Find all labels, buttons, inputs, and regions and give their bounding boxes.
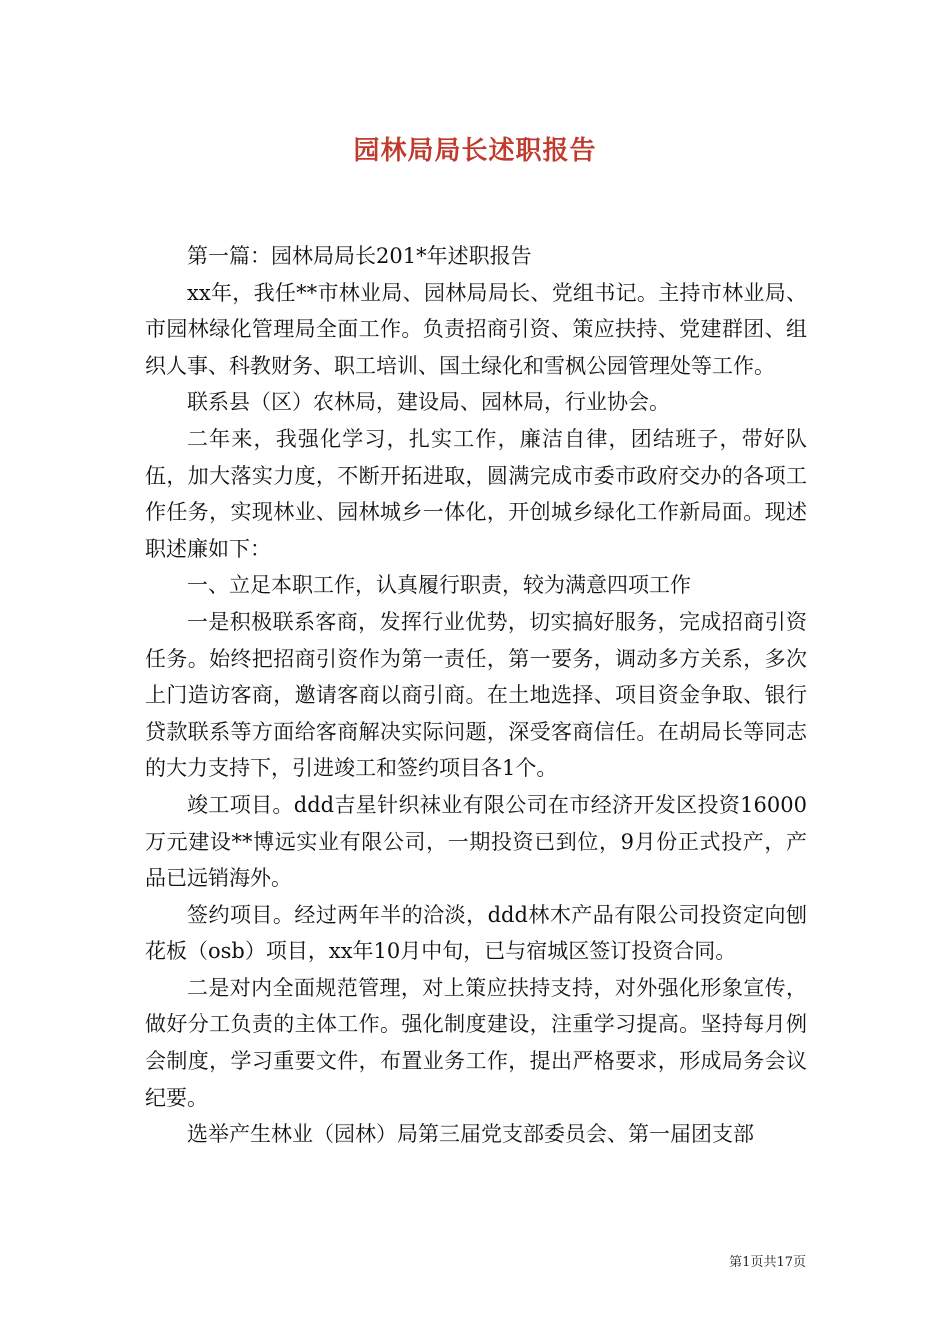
paragraph: 联系县（区）农林局，建设局、园林局，行业协会。 bbox=[187, 390, 670, 415]
paragraph: 一是积极联系客商，发挥行业优势，切实搞好服务，完成招商引资任务。始终把招商引资作为第一责任，第一要务，调动多方关系，多次上门造访客商，邀请客商以商引商。在土地选择、项目资金争取、银行贷款联系等方面给客商解决实际问题，深受客商信任。在胡局长等同志的大力支持下，引进竣工和签约项目各1个。 bbox=[145, 609, 807, 781]
paragraph: 竣工项目。ddd吉星针织袜业有限公司在市经济开发区投资16000万元建设**博远实业有限公司，一期投资已到位，9月份正式投产，产品已远销海外。 bbox=[145, 792, 807, 891]
paragraph: 二是对内全面规范管理，对上策应扶持支持，对外强化形象宣传，做好分工负责的主体工作。强化制度建设，注重学习提高。坚持每月例会制度，学习重要文件，布置业务工作，提出严格要求，形成局务会议纪要。 bbox=[145, 975, 807, 1110]
document-title: 园林局局长述职报告 bbox=[353, 136, 597, 166]
paragraph: 选举产生林业（园林）局第三届党支部委员会、第一届团支部 bbox=[187, 1122, 754, 1147]
paragraph: 二年来，我强化学习，扎实工作，廉洁自律，团结班子，带好队伍，加大落实力度，不断开拓进取，圆满完成市委市政府交办的各项工作任务，实现林业、园林城乡一体化，开创城乡绿化工作新局面。现述职述廉如下： bbox=[145, 426, 807, 561]
paragraph: xx年，我任**市林业局、园林局局长、党组书记。主持市林业局、市园林绿化管理局全面工作。负责招商引资、策应扶持、党建群团、组织人事、科教财务、职工培训、国土绿化和雪枫公园管理处等工作。 bbox=[145, 280, 807, 378]
paragraph: 第一篇：园林局局长201*年述职报告 bbox=[187, 244, 532, 268]
paragraph: 签约项目。经过两年半的洽淡，ddd林木产品有限公司投资定向刨花板（osb）项目，xx年10月中旬，已与宿城区签订投资合同。 bbox=[145, 902, 807, 964]
document-body bbox=[145, 238, 807, 1153]
page-number: 第1页共17页 bbox=[729, 1255, 806, 1270]
paragraph: 一、立足本职工作，认真履行职责，较为满意四项工作 bbox=[187, 573, 691, 598]
